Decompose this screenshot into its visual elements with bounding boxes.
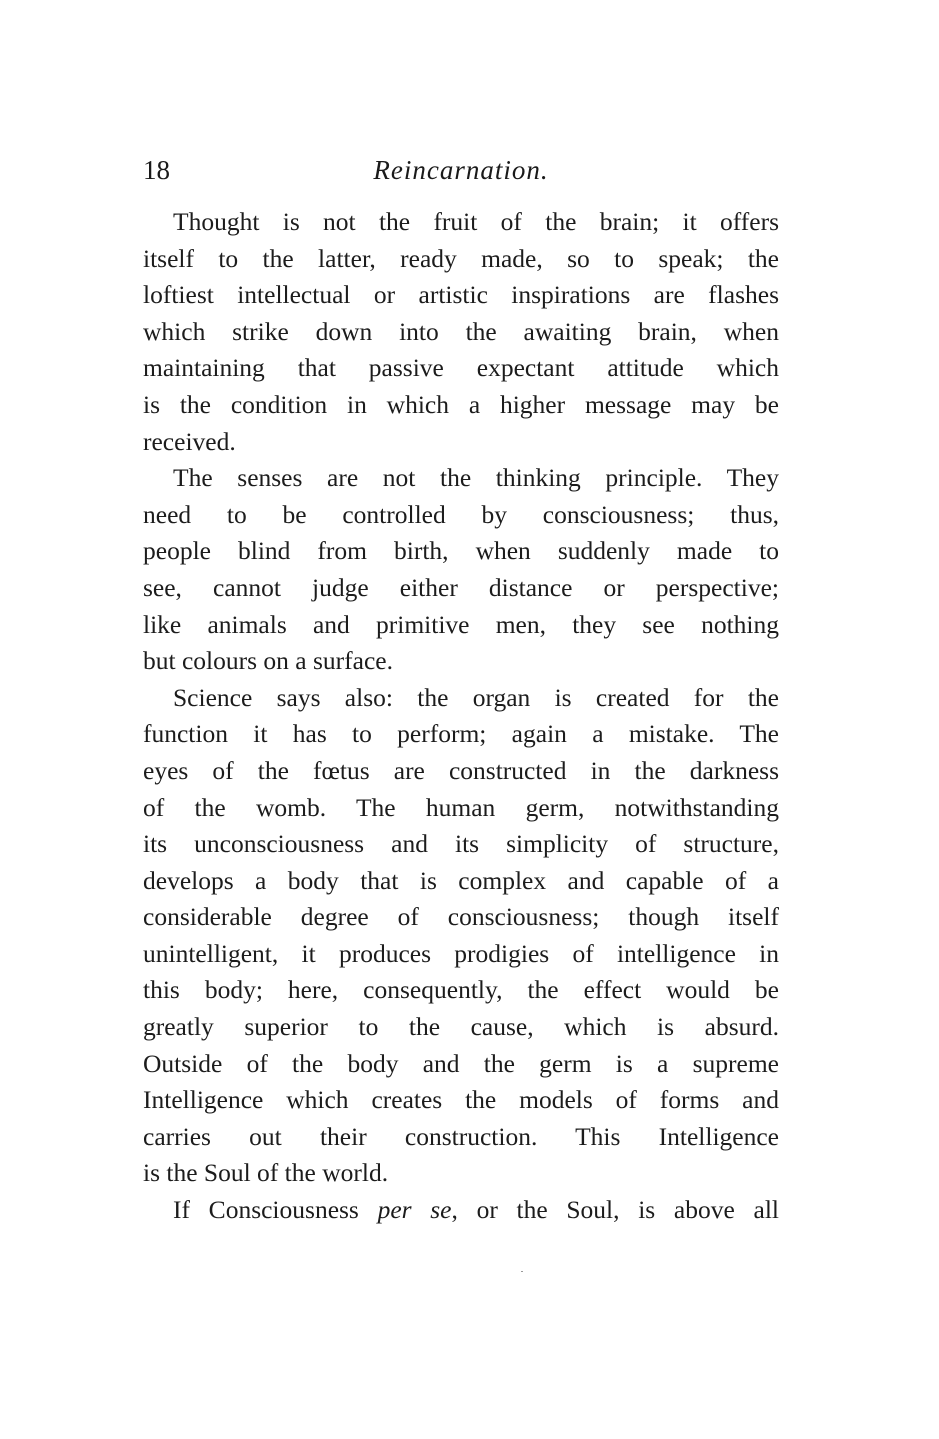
text-line: its unconsciousness and its simplicity of structure, [143, 829, 779, 859]
running-head-title: Reincarnation. [373, 155, 549, 185]
text-line: loftiest intellectual or artistic inspirations are flashes [143, 280, 779, 310]
text-line: people blind from birth, when suddenly made to [143, 536, 779, 566]
text-line: itself to the latter, ready made, so to speak; the [143, 243, 779, 273]
text-line: maintaining that passive expectant attitude which [143, 353, 779, 383]
text-line: need to be controlled by consciousness; thus, [143, 499, 779, 529]
text-line: eyes of the fœtus are constructed in the darkness [143, 755, 779, 785]
text-line: The senses are not the thinking principle. They [173, 463, 779, 493]
scan-speck [521, 1271, 523, 1272]
text-line: Intelligence which creates the models of forms and [143, 1085, 779, 1115]
italic-phrase: per se [377, 1195, 452, 1225]
text-line: Thought is not the fruit of the brain; it offers [173, 207, 779, 236]
text-line: of the womb. The human germ, notwithstanding [143, 792, 779, 822]
text-line: Science says also: the organ is created for the [173, 682, 779, 712]
text-line [143, 1192, 779, 1229]
text-line: considerable degree of consciousness; though itself [143, 902, 779, 932]
page-number: 18 [143, 155, 170, 185]
running-head [143, 150, 779, 190]
text-line: function it has to perform; again a mistake. The [143, 719, 779, 749]
paragraph-4 [143, 1192, 779, 1229]
text-line: this body; here, consequently, the effect would be [143, 975, 779, 1005]
text-line: which strike down into the awaiting brain, when [143, 316, 779, 346]
text-line: develops a body that is complex and capable of a [143, 865, 779, 895]
text-line: unintelligent, it produces prodigies of intelligence in [143, 938, 779, 968]
text-line: see, cannot judge either distance or perspective; [143, 572, 779, 602]
paragraph-1 [143, 204, 779, 460]
text-line: received. [143, 426, 236, 456]
text-line: greatly superior to the cause, which is absurd. [143, 1012, 779, 1042]
paragraph-3 [143, 680, 779, 1192]
text-line: carries out their construction. This Intelligence [143, 1121, 779, 1151]
text-line: but colours on a surface. [143, 646, 393, 676]
paragraph-2 [143, 460, 779, 680]
text-run: If Consciousness [173, 1195, 378, 1225]
text-line: Outside of the body and the germ is a supreme [143, 1048, 779, 1078]
text-line: is the Soul of the world. [143, 1158, 389, 1188]
text-line: is the condition in which a higher message may be [143, 389, 779, 419]
text-run: , or the Soul, is above all [451, 1195, 779, 1225]
body-text [143, 204, 779, 1229]
text-line: like animals and primitive men, they see nothing [143, 609, 779, 639]
